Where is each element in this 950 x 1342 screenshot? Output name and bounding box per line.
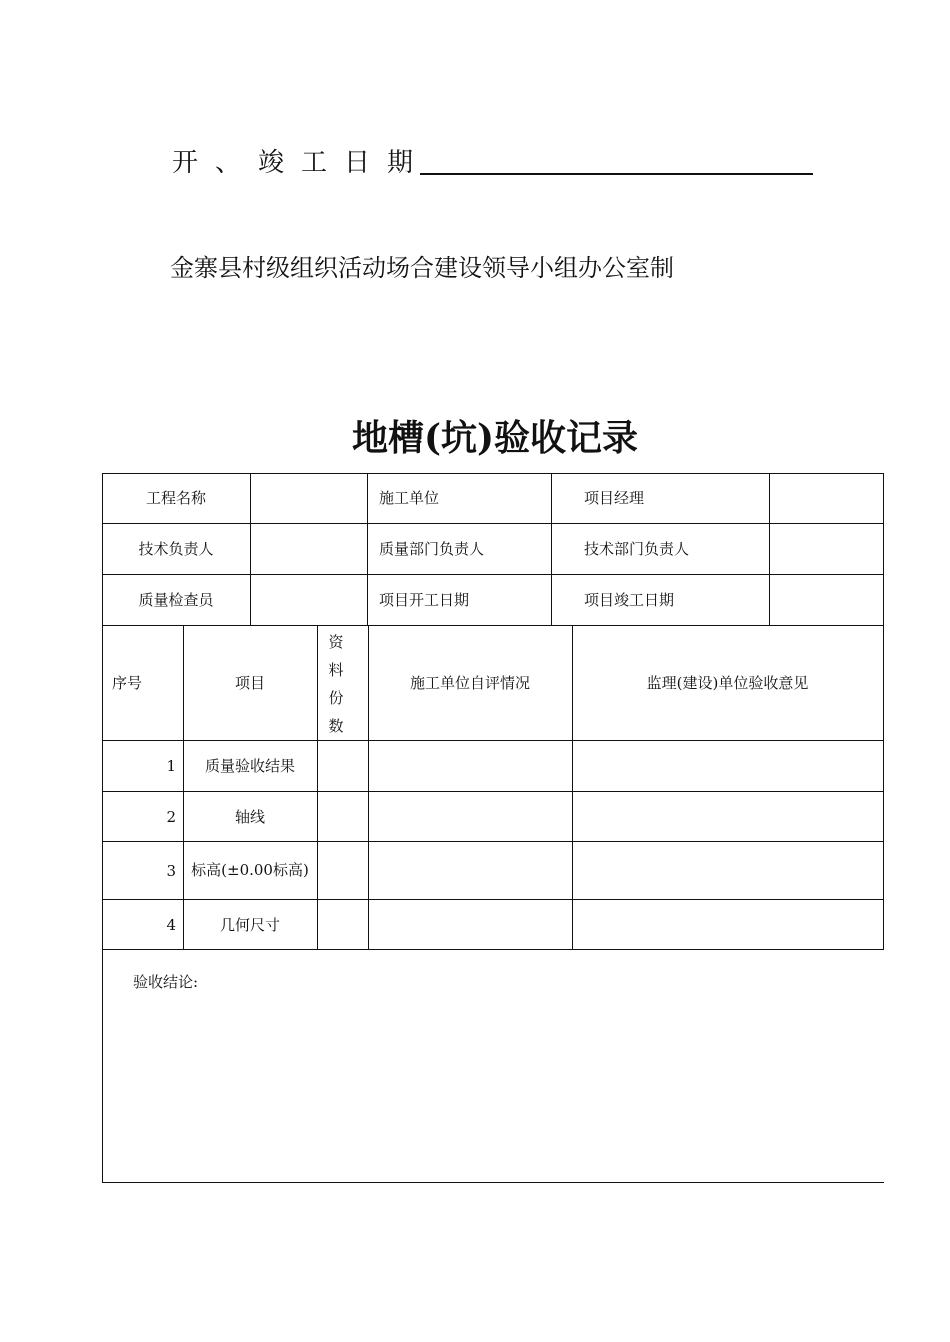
- row-no: 4: [166, 915, 176, 934]
- label-project-manager: 项目经理: [584, 489, 645, 508]
- label-quality-dept-lead: 质量部门负责人: [379, 540, 485, 559]
- header-docs-char-1: 资: [328, 632, 344, 651]
- label-construction-unit: 施工单位: [379, 489, 440, 508]
- label-technical-lead: 技术负责人: [138, 540, 214, 559]
- row-item: 标高(±0.00标高): [191, 861, 309, 880]
- row-item: 质量验收结果: [204, 757, 295, 776]
- header-docs-char-2: 料: [328, 660, 344, 679]
- row-item: 几何尺寸: [219, 915, 280, 934]
- label-completion-date: 项目竣工日期: [584, 591, 675, 610]
- organization-line: 金寨县村级组织活动场合建设领导小组办公室制: [170, 254, 674, 282]
- dates-label: 开、竣工日期: [172, 148, 431, 178]
- label-quality-inspector: 质量检查员: [138, 591, 214, 610]
- label-project-name: 工程名称: [145, 489, 206, 508]
- header-item: 项目: [234, 674, 265, 693]
- conclusion-label: 验收结论:: [133, 972, 199, 991]
- label-technical-dept-lead: 技术部门负责人: [584, 540, 690, 559]
- header-docs-count: [318, 628, 354, 740]
- row-no: 1: [166, 757, 176, 776]
- row-no: 3: [166, 861, 176, 880]
- page-title: 地槽(坑)验收记录: [351, 417, 639, 459]
- header-no: 序号: [112, 674, 143, 693]
- row-item: 轴线: [234, 807, 265, 826]
- label-start-date: 项目开工日期: [379, 591, 470, 610]
- header-supervision: 监理(建设)单位验收意见: [646, 674, 809, 693]
- header-docs-char-4: 数: [328, 716, 344, 735]
- row-no: 2: [166, 807, 176, 826]
- dates-underline: [420, 173, 813, 175]
- header-docs-char-3: 份: [328, 688, 344, 707]
- header-self-eval: 施工单位自评情况: [409, 674, 530, 693]
